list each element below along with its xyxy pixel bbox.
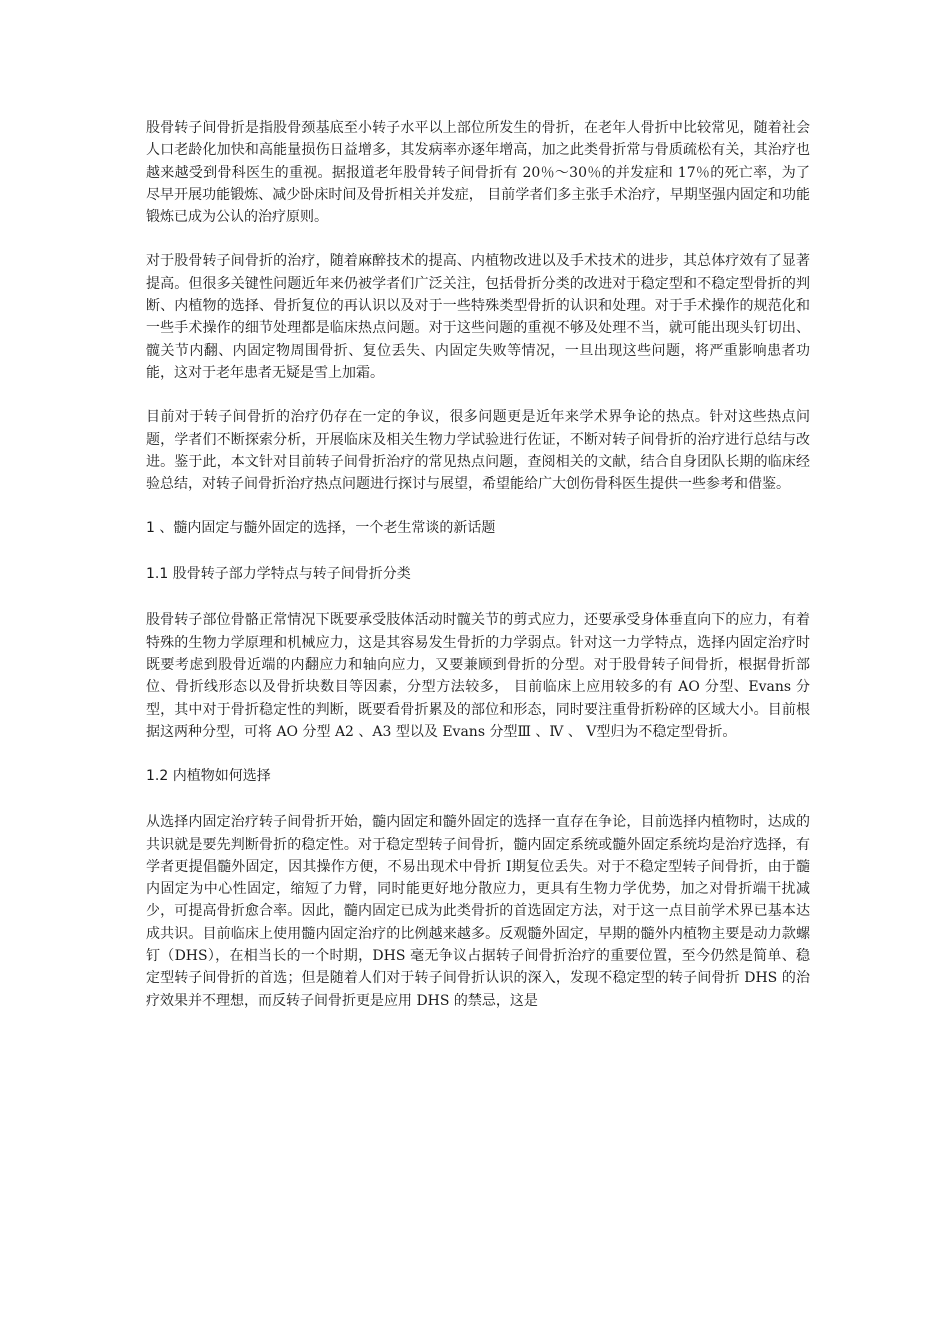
paragraph-implant-choice: 从选择内固定治疗转子间骨折开始，髓内固定和髓外固定的选择一直存在争论，目前选择内植物时，达成的共识就是要先判断骨折的稳定性。对于稳定型转子间骨折，髓内固定系统或髓外固定系统均是治疗选择，有学者更提倡髓外固定，因其操作方便，不易出现术中骨折 Ⅰ期复位丢失。对于不稳定型转子间骨折，由于髓内固定为中心性固定，缩短了力臂，同时能更好地分散应力，更具有生物力学优势，加之对骨折端干扰减少，可提高骨折愈合率。因此，髓内固定已成为此类骨折的首选固定方法，对于这一点目前学术界已基本达成共识。目前临床上使用髓内固定治疗的比例越来越多。反观髓外固定，早期的髓外内植物主要是动力款螺钉（DHS），在相当长的一个时期，DHS 毫无争议占据转子间骨折治疗的重要位置，至今仍然是简单、稳定型转子间骨折的首选；但是随着人们对于转子间骨折认识的深入，发现不稳定型的转子间骨折 DHS 的治疗效果并不理想，而反转子间骨折更是应用 DHS 的禁忌，这是 <box>146 814 810 1009</box>
paragraph-mechanics: 股骨转子部位骨骼正常情况下既要承受肢体活动时髋关节的剪式应力，还要承受身体垂直向下的应力，有着特殊的生物力学原理和机械应力，这是其容易发生骨折的力学弱点。针对这一力学特点，选择内固定治疗时既要考虑到股骨近端的内翻应力和轴向应力，又要兼顾到骨折的分型。对于股骨转子间骨折，根据骨折部位、骨折线形态以及骨折块数目等因素，分型方法较多， 目前临床上应用较多的有 AO 分型、Evans 分型，其中对于骨折稳定性的判断，既要看骨折累及的部位和形态，同时要注重骨折粉碎的区域大小。目前根据这两种分型，可将 AO 分型 A2 、A3 型以及 Evans 分型Ⅲ 、Ⅳ 、 Ⅴ型归为不稳定型骨折。 <box>146 612 810 740</box>
section-heading-1-1: 1.1 股骨转子部力学特点与转子间骨折分类 <box>146 566 411 583</box>
section-heading-1: 1 、髓内固定与髓外固定的选择，一个老生常谈的新话题 <box>146 520 496 537</box>
paragraph-treatment-progress: 对于股骨转子间骨折的治疗，随着麻醉技术的提高、内植物改进以及手术技术的进步，其总体疗效有了显著提高。但很多关键性问题近年来仍被学者们广泛关注，包括骨折分类的改进对于稳定型和不稳定型骨折的判断、内植物的选择、骨折复位的再认识以及对于一些特殊类型骨折的认识和处理。对于手术操作的规范化和一些手术操作的细节处理都是临床热点问题。对于这些问题的重视不够及处理不当，就可能出现头钉切出、髋关节内翻、内固定物周围骨折、复位丢失、内固定失败等情况，一旦出现这些问题，将严重影响患者功能，这对于老年患者无疑是雪上加霜。 <box>146 253 810 381</box>
document-page <box>146 117 810 1034</box>
paragraph-controversy: 目前对于转子间骨折的治疗仍存在一定的争议，很多问题更是近年来学术界争论的热点。针对这些热点问题，学者们不断探索分析，开展临床及相关生物力学试验进行佐证，不断对转子间骨折的治疗进行总结与改进。鉴于此，本文针对目前转子间骨折治疗的常见热点问题，查阅相关的文献，结合自身团队长期的临床经验总结，对转子间骨折治疗热点问题进行探讨与展望，希望能给广大创伤骨科医生提供一些参考和借鉴。 <box>146 409 810 493</box>
paragraph-intro: 股骨转子间骨折是指股骨颈基底至小转子水平以上部位所发生的骨折，在老年人骨折中比较常见，随着社会人口老龄化加快和高能量损伤日益增多，其发病率亦逐年增高，加之此类骨折常与骨质疏松有关，其治疗也越来越受到骨科医生的重视。据报道老年股骨转子间骨折有 20％～30％的并发症和 17％的死亡率，为了尽早开展功能锻炼、减少卧床时间及骨折相关并发症， 目前学者们多主张手术治疗，早期坚强内固定和功能锻炼已成为公认的治疗原则。 <box>146 120 810 226</box>
section-heading-1-2: 1.2 内植物如何选择 <box>146 768 271 785</box>
